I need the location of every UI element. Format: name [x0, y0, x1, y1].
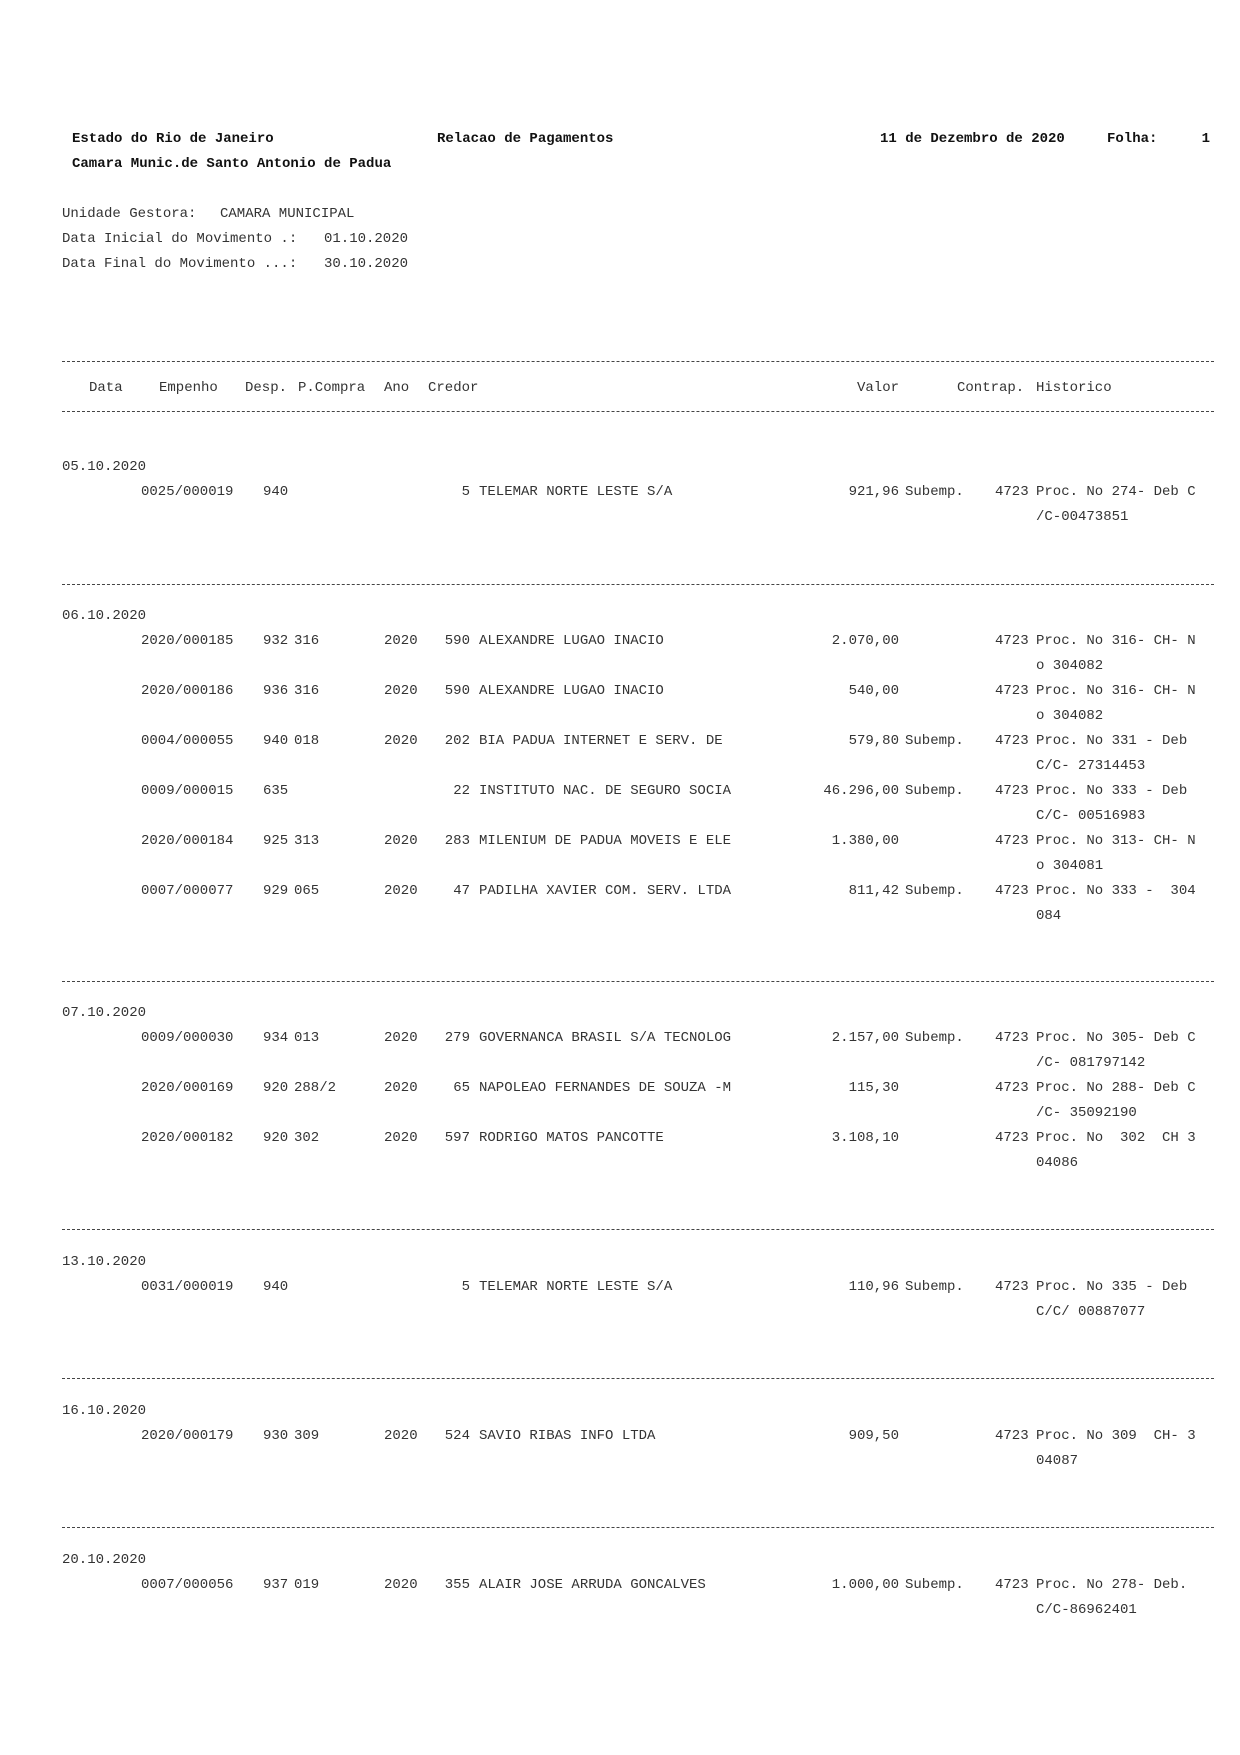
group-date: 05.10.2020: [62, 459, 147, 475]
creditor-name: MILENIUM DE PADUA MOVEIS E ELE: [479, 833, 732, 849]
empenho-number: 0009/000015: [141, 783, 234, 799]
purchase-process: 018: [294, 733, 320, 749]
creditor-code: 590: [444, 683, 470, 699]
payment-value: 3.108,10: [831, 1130, 899, 1146]
report-title: Relacao de Pagamentos: [437, 131, 614, 147]
year: 2020: [384, 733, 418, 749]
creditor-code: 47: [453, 883, 470, 899]
desp-code: 932: [263, 633, 289, 649]
year: 2020: [384, 1130, 418, 1146]
year: 2020: [384, 1080, 418, 1096]
historico-line2: 04086: [1036, 1155, 1079, 1171]
empenho-number: 2020/000184: [141, 833, 234, 849]
year: 2020: [384, 1428, 418, 1444]
contrapartida: 4723: [995, 1030, 1029, 1046]
desp-code: 940: [263, 1279, 289, 1295]
empenho-number: 2020/000179: [141, 1428, 234, 1444]
col-ano: Ano: [384, 380, 410, 396]
empenho-number: 2020/000186: [141, 683, 234, 699]
creditor-name: ALEXANDRE LUGAO INACIO: [479, 683, 664, 699]
payment-value: 1.380,00: [831, 833, 899, 849]
historico-line1: Proc. No 316- CH- N: [1036, 683, 1196, 699]
historico-line2: o 304082: [1036, 708, 1104, 724]
historico-line2: 04087: [1036, 1453, 1079, 1469]
purchase-process: 013: [294, 1030, 320, 1046]
empenho-number: 2020/000185: [141, 633, 234, 649]
contrapartida: 4723: [995, 633, 1029, 649]
historico-line2: /C- 081797142: [1036, 1055, 1146, 1071]
group-date: 07.10.2020: [62, 1005, 147, 1021]
group-separator: [62, 981, 1214, 982]
empenho-number: 2020/000182: [141, 1130, 234, 1146]
year: 2020: [384, 1577, 418, 1593]
empenho-number: 0007/000056: [141, 1577, 234, 1593]
purchase-process: 313: [294, 833, 320, 849]
empenho-number: 0025/000019: [141, 484, 234, 500]
empenho-number: 2020/000169: [141, 1080, 234, 1096]
historico-line1: Proc. No 333 - Deb: [1036, 783, 1188, 799]
historico-line1: Proc. No 305- Deb C: [1036, 1030, 1196, 1046]
creditor-code: 590: [444, 633, 470, 649]
historico-line1: Proc. No 309 CH- 3: [1036, 1428, 1196, 1444]
historico-line2: o 304082: [1036, 658, 1104, 674]
creditor-name: RODRIGO MATOS PANCOTTE: [479, 1130, 664, 1146]
creditor-code: 283: [444, 833, 470, 849]
payment-value: 2.157,00: [831, 1030, 899, 1046]
contrapartida: 4723: [995, 883, 1029, 899]
purchase-process: 019: [294, 1577, 320, 1593]
col-data: Data: [89, 380, 123, 396]
subempenho-flag: Subemp.: [905, 484, 964, 500]
desp-code: 920: [263, 1080, 289, 1096]
contrapartida: 4723: [995, 1279, 1029, 1295]
start-date-label: Data Inicial do Movimento .:: [62, 231, 298, 247]
col-contrap: Contrap.: [957, 380, 1025, 396]
historico-line2: C/C- 27314453: [1036, 758, 1146, 774]
historico-line1: Proc. No 333 - 304: [1036, 883, 1196, 899]
creditor-code: 65: [453, 1080, 470, 1096]
unit-value: CAMARA MUNICIPAL: [220, 206, 355, 222]
state-name: Estado do Rio de Janeiro: [72, 131, 274, 147]
payment-value: 2.070,00: [831, 633, 899, 649]
group-date: 13.10.2020: [62, 1254, 147, 1270]
col-empenho: Empenho: [159, 380, 218, 396]
subempenho-flag: Subemp.: [905, 1577, 964, 1593]
desp-code: 936: [263, 683, 289, 699]
payment-value: 1.000,00: [831, 1577, 899, 1593]
purchase-process: 302: [294, 1130, 320, 1146]
group-separator: [62, 1378, 1214, 1379]
creditor-code: 597: [444, 1130, 470, 1146]
col-pcompra: P.Compra: [298, 380, 366, 396]
subempenho-flag: Subemp.: [905, 883, 964, 899]
creditor-name: ALAIR JOSE ARRUDA GONCALVES: [479, 1577, 706, 1593]
payment-value: 46.296,00: [823, 783, 899, 799]
creditor-code: 22: [453, 783, 470, 799]
group-separator: [62, 1229, 1214, 1230]
desp-code: 930: [263, 1428, 289, 1444]
historico-line2: /C- 35092190: [1036, 1105, 1137, 1121]
year: 2020: [384, 883, 418, 899]
desp-code: 920: [263, 1130, 289, 1146]
subempenho-flag: Subemp.: [905, 1279, 964, 1295]
purchase-process: 288/2: [294, 1080, 337, 1096]
creditor-name: GOVERNANCA BRASIL S/A TECNOLOG: [479, 1030, 732, 1046]
desp-code: 937: [263, 1577, 289, 1593]
contrapartida: 4723: [995, 1080, 1029, 1096]
payment-value: 540,00: [848, 683, 899, 699]
end-date-value: 30.10.2020: [324, 256, 409, 272]
payment-value: 579,80: [848, 733, 899, 749]
subempenho-flag: Subemp.: [905, 733, 964, 749]
historico-line1: Proc. No 316- CH- N: [1036, 633, 1196, 649]
contrapartida: 4723: [995, 1130, 1029, 1146]
desp-code: 635: [263, 783, 289, 799]
group-separator: [62, 584, 1214, 585]
group-date: 16.10.2020: [62, 1403, 147, 1419]
creditor-code: 355: [444, 1577, 470, 1593]
year: 2020: [384, 833, 418, 849]
creditor-name: TELEMAR NORTE LESTE S/A: [479, 484, 673, 500]
contrapartida: 4723: [995, 1428, 1029, 1444]
contrapartida: 4723: [995, 484, 1029, 500]
payment-value: 921,96: [848, 484, 899, 500]
col-desp: Desp.: [245, 380, 288, 396]
entity-name: Camara Munic.de Santo Antonio de Padua: [72, 156, 392, 172]
desp-code: 940: [263, 733, 289, 749]
contrapartida: 4723: [995, 833, 1029, 849]
historico-line2: o 304081: [1036, 858, 1104, 874]
historico-line1: Proc. No 274- Deb C: [1036, 484, 1196, 500]
subempenho-flag: Subemp.: [905, 1030, 964, 1046]
historico-line1: Proc. No 313- CH- N: [1036, 833, 1196, 849]
col-credor: Credor: [428, 380, 479, 396]
col-valor: Valor: [856, 380, 899, 396]
desp-code: 940: [263, 484, 289, 500]
historico-line2: C/C/ 00887077: [1036, 1304, 1146, 1320]
historico-line2: /C-00473851: [1036, 509, 1129, 525]
creditor-code: 5: [461, 484, 470, 500]
empenho-number: 0009/000030: [141, 1030, 234, 1046]
desp-code: 929: [263, 883, 289, 899]
subempenho-flag: Subemp.: [905, 783, 964, 799]
payment-value: 811,42: [848, 883, 899, 899]
creditor-name: SAVIO RIBAS INFO LTDA: [479, 1428, 656, 1444]
group-separator: [62, 1527, 1214, 1528]
start-date-value: 01.10.2020: [324, 231, 409, 247]
unit-label: Unidade Gestora:: [62, 206, 197, 222]
year: 2020: [384, 633, 418, 649]
folha-label: Folha:: [1107, 131, 1158, 147]
group-date: 06.10.2020: [62, 608, 147, 624]
historico-line1: Proc. No 331 - Deb: [1036, 733, 1188, 749]
empenho-number: 0004/000055: [141, 733, 234, 749]
payment-value: 115,30: [848, 1080, 899, 1096]
purchase-process: 065: [294, 883, 320, 899]
contrapartida: 4723: [995, 733, 1029, 749]
creditor-code: 524: [444, 1428, 470, 1444]
empenho-number: 0031/000019: [141, 1279, 234, 1295]
historico-line2: 084: [1036, 908, 1062, 924]
year: 2020: [384, 683, 418, 699]
purchase-process: 316: [294, 633, 320, 649]
historico-line1: Proc. No 288- Deb C: [1036, 1080, 1196, 1096]
desp-code: 925: [263, 833, 289, 849]
historico-line2: C/C-86962401: [1036, 1602, 1137, 1618]
payment-value: 110,96: [848, 1279, 899, 1295]
creditor-code: 5: [461, 1279, 470, 1295]
col-historico: Historico: [1036, 380, 1112, 396]
purchase-process: 309: [294, 1428, 320, 1444]
desp-code: 934: [263, 1030, 289, 1046]
creditor-name: ALEXANDRE LUGAO INACIO: [479, 633, 664, 649]
report-date: 11 de Dezembro de 2020: [880, 131, 1065, 147]
contrapartida: 4723: [995, 783, 1029, 799]
year: 2020: [384, 1030, 418, 1046]
contrapartida: 4723: [995, 683, 1029, 699]
group-date: 20.10.2020: [62, 1552, 147, 1568]
contrapartida: 4723: [995, 1577, 1029, 1593]
historico-line1: Proc. No 278- Deb.: [1036, 1577, 1188, 1593]
header-rule-top: [62, 361, 1214, 362]
payment-value: 909,50: [848, 1428, 899, 1444]
creditor-name: INSTITUTO NAC. DE SEGURO SOCIA: [479, 783, 732, 799]
creditor-name: BIA PADUA INTERNET E SERV. DE: [479, 733, 723, 749]
purchase-process: 316: [294, 683, 320, 699]
creditor-name: PADILHA XAVIER COM. SERV. LTDA: [479, 883, 732, 899]
folha-number: 1: [1201, 131, 1210, 147]
empenho-number: 0007/000077: [141, 883, 234, 899]
creditor-name: NAPOLEAO FERNANDES DE SOUZA -M: [479, 1080, 732, 1096]
creditor-code: 279: [444, 1030, 470, 1046]
historico-line1: Proc. No 302 CH 3: [1036, 1130, 1196, 1146]
historico-line1: Proc. No 335 - Deb: [1036, 1279, 1188, 1295]
creditor-code: 202: [444, 733, 470, 749]
creditor-name: TELEMAR NORTE LESTE S/A: [479, 1279, 673, 1295]
header-rule-bottom: [62, 411, 1214, 412]
end-date-label: Data Final do Movimento ...:: [62, 256, 298, 272]
historico-line2: C/C- 00516983: [1036, 808, 1146, 824]
